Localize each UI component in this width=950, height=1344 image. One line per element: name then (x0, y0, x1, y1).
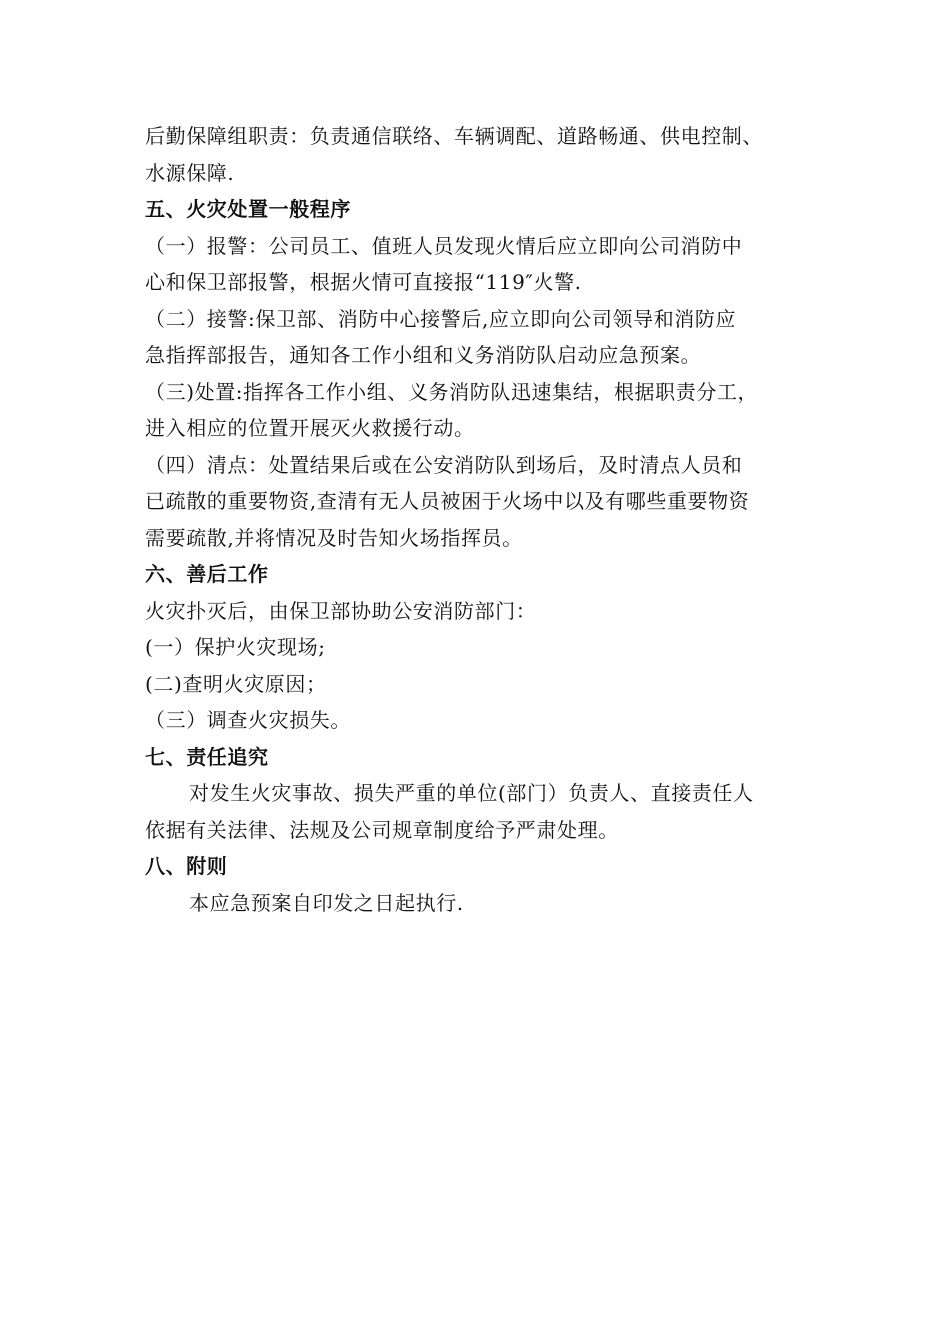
section-5-item-1-line-1: （一）报警：公司员工、值班人员发现火情后应立即向公司消防中 (145, 233, 743, 258)
section-7-heading: 七、责任追究 (145, 744, 269, 769)
logistics-duty-line-2: 水源保障. (145, 160, 235, 185)
section-6-item-2: (二)查明火灾原因； (145, 671, 327, 696)
section-8-paragraph: 本应急预案自印发之日起执行. (189, 890, 464, 915)
section-5-item-1-line-2: 心和保卫部报警，根据火情可直接报“119″火警. (145, 270, 582, 294)
section-8-heading: 八、附则 (145, 854, 228, 878)
section-6-item-3: （三）调查火灾损失。 (145, 708, 351, 732)
section-7-paragraph-line-1: 对发生火灾事故、损失严重的单位(部门）负责人、直接责任人 (189, 781, 754, 805)
section-6-intro: 火灾扑灭后，由保卫部协助公安消防部门： (145, 598, 537, 623)
section-5-item-4-line-2: 已疏散的重要物资,查清有无人员被困于火场中以及有哪些重要物资 (145, 489, 750, 513)
section-5-item-4-line-3: 需要疏散,并将情况及时告知火场指挥员。 (145, 525, 523, 550)
document-body (145, 118, 835, 921)
section-5-item-4-line-1: （四）清点：处置结果后或在公安消防队到场后，及时清点人员和 (145, 452, 743, 477)
section-5-item-3-line-2: 进入相应的位置开展灭火救援行动。 (145, 416, 475, 440)
section-5-item-2-line-2: 急指挥部报告，通知各工作小组和义务消防队启动应急预案。 (145, 343, 702, 367)
section-6-item-1: (一）保护火灾现场; (145, 635, 326, 659)
section-7-paragraph-line-2: 依据有关法律、法规及公司规章制度给予严肃处理。 (145, 817, 619, 842)
logistics-duty-line-1: 后勤保障组职责：负责通信联络、车辆调配、道路畅通、供电控制、 (145, 124, 763, 148)
section-5-item-3-line-1: （三)处置:指挥各工作小组、义务消防队迅速集结，根据职责分工， (145, 379, 759, 404)
section-5-heading: 五、火灾处置一般程序 (145, 197, 351, 221)
section-5-item-2-line-1: （二）接警:保卫部、消防中心接警后,应立即向公司领导和消防应 (145, 306, 737, 331)
section-6-heading: 六、善后工作 (145, 562, 269, 586)
